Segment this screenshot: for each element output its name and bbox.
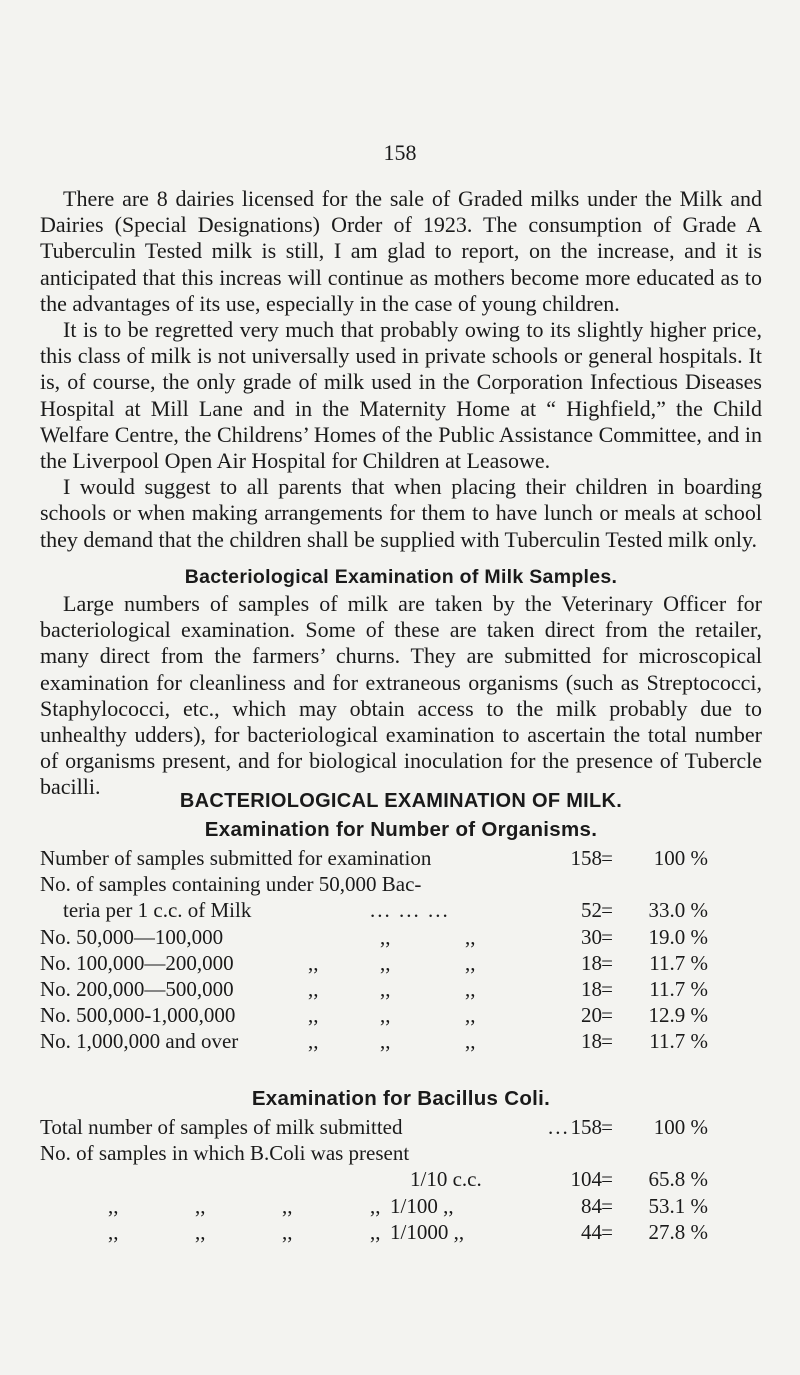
row-percent: 19.0 % <box>648 924 708 949</box>
row-equals: = <box>601 1029 613 1054</box>
row-equals: = <box>601 924 613 949</box>
row-count: 84 <box>581 1193 602 1218</box>
paragraph-samples: Large numbers of samples of milk are taken by the Veterinary Officer for bacteriological examination. Some of these are taken direct from the retailer, many direct from the farmers’ churns. They are submitted for microscopical examination for cleanliness and for extraneous organisms (such as Streptococci, Staphylococci, etc., which may obtain access to the milk probably due to unhealthy udders), for bacteriological examination to ascertain the total number of organisms present, and for biological inoculation for the presence of Tubercle bacilli. <box>40 591 762 800</box>
table-row <box>40 1002 770 1028</box>
ditto-mark: ,, <box>465 950 476 975</box>
row-label: No. of samples in which B.Coli was present <box>40 1141 410 1166</box>
row-equals: = <box>601 846 613 870</box>
ditto-mark: ,, <box>108 1219 119 1244</box>
ditto-mark: ,, <box>380 976 391 1001</box>
paragraph-regret: It is to be regretted very much that probably owing to its slightly higher price, this class of milk is not universally used in private schools or general hospitals. It is, of course, the only grade of milk used in the Corporation Infectious Diseases Hospital at Mill Lane and in the Maternity Home at “ Highfield,” the Child Welfare Centre, the Childrens’ Homes of the Public Assistance Committee, and in the Liverpool Open Air Hospital for Children at Leasowe. <box>40 317 762 474</box>
paragraph-suggestion: I would suggest to all parents that when placing their children in boarding schools or when making arrangements for them to have lunch or meals at school they demand that the children shall be supplied with Tuberculin Tested milk only. <box>40 474 762 552</box>
ditto-mark: ,, <box>370 1193 381 1218</box>
ditto-mark: ,, <box>308 1003 319 1028</box>
row-percent: 53.1 % <box>648 1193 708 1218</box>
row-equals: = <box>601 1003 613 1028</box>
table-row <box>40 1193 770 1219</box>
table-row <box>40 1028 770 1054</box>
table-row <box>40 1219 770 1245</box>
dilution-label: 1/100 ,, <box>390 1193 454 1218</box>
ditto-mark: ,, <box>308 1029 319 1054</box>
row-label: Number of samples submitted for examination <box>40 846 432 870</box>
row-equals: = <box>601 950 613 975</box>
row-percent: 100 % <box>653 1115 708 1139</box>
row-count: 52 <box>581 898 602 923</box>
table-row <box>40 897 770 923</box>
ditto-mark: ,, <box>380 1029 391 1054</box>
table-row <box>40 950 770 976</box>
table-title: BACTERIOLOGICAL EXAMINATION OF MILK. <box>179 790 623 812</box>
row-count: 18 <box>581 1029 602 1054</box>
coli-table <box>40 1114 770 1245</box>
table-row <box>40 1166 770 1192</box>
row-count: 20 <box>581 1003 602 1028</box>
row-label: No. 1,000,000 and over <box>40 1029 239 1054</box>
row-equals: = <box>601 898 613 923</box>
ditto-mark: ,, <box>195 1193 206 1218</box>
ditto-mark: ,, <box>308 950 319 975</box>
row-percent: 11.7 % <box>649 976 708 1001</box>
row-label: No. 100,000—200,000 <box>40 950 234 975</box>
row-label: No. of samples containing under 50,000 Bac- <box>40 872 422 897</box>
leader-dots: ... ... ... <box>370 898 450 923</box>
ditto-mark: ,, <box>465 976 476 1001</box>
row-count: 18 <box>581 976 602 1001</box>
ditto-mark: ,, <box>465 924 476 949</box>
row-count: 44 <box>581 1219 602 1244</box>
row-percent: 100 % <box>653 846 708 870</box>
ditto-mark: ,, <box>380 1003 391 1028</box>
row-percent: 11.7 % <box>649 1029 708 1054</box>
ditto-mark: ,, <box>380 924 391 949</box>
ditto-mark: ,, <box>465 1029 476 1054</box>
ditto-mark: ,, <box>282 1193 293 1218</box>
dilution-label: 1/10 c.c. <box>410 1167 482 1192</box>
row-count: 158 <box>570 1115 602 1139</box>
row-equals: = <box>601 1193 613 1218</box>
ditto-mark: ,, <box>108 1193 119 1218</box>
row-count: 104 <box>570 1167 602 1192</box>
row-label: No. 200,000—500,000 <box>40 976 234 1001</box>
section-heading: Bacteriological Examination of Milk Samples. <box>184 565 618 588</box>
row-equals: = <box>601 1115 613 1139</box>
table-row <box>40 845 770 871</box>
table-row <box>40 1140 770 1166</box>
leader-dots: ... <box>548 1115 570 1139</box>
row-count: 158 <box>570 846 602 870</box>
row-label: No. 50,000—100,000 <box>40 924 224 949</box>
row-percent: 12.9 % <box>648 1003 708 1028</box>
row-equals: = <box>601 1219 613 1244</box>
row-label: teria per 1 c.c. of Milk <box>63 898 252 923</box>
organisms-heading: Examination for Number of Organisms. <box>204 818 598 841</box>
row-equals: = <box>601 976 613 1001</box>
row-percent: 33.0 % <box>648 898 708 923</box>
row-percent: 65.8 % <box>648 1167 708 1192</box>
row-count: 30 <box>581 924 602 949</box>
row-percent: 11.7 % <box>649 950 708 975</box>
paragraph-graded-milks: There are 8 dairies licensed for the sale of Graded milks under the Milk and Dairies (Special Designations) Order of 1923. The consumption of Grade A Tuberculin Tested milk is still, I am glad to report, on the increase, and it is anticipated that this increas will continue as mothers become more educated as to the advantages of its use, especially in the case of young children. <box>40 186 762 316</box>
row-label: Total number of samples of milk submitted <box>40 1115 403 1139</box>
page-number: 158 <box>383 140 417 165</box>
body-text <box>40 186 762 801</box>
table-row <box>40 1114 770 1140</box>
table-row <box>40 924 770 950</box>
ditto-mark: ,, <box>195 1219 206 1244</box>
row-equals: = <box>601 1167 613 1192</box>
organisms-table <box>40 845 770 1055</box>
table-row <box>40 976 770 1002</box>
table-row <box>40 871 770 897</box>
row-percent: 27.8 % <box>648 1219 708 1244</box>
ditto-mark: ,, <box>380 950 391 975</box>
ditto-mark: ,, <box>370 1219 381 1244</box>
dilution-label: 1/1000 ,, <box>390 1219 465 1244</box>
coli-heading: Examination for Bacillus Coli. <box>251 1087 551 1110</box>
ditto-mark: ,, <box>308 976 319 1001</box>
row-label: No. 500,000-1,000,000 <box>40 1003 236 1028</box>
ditto-mark: ,, <box>465 1003 476 1028</box>
row-count: 18 <box>581 950 602 975</box>
ditto-mark: ,, <box>282 1219 293 1244</box>
